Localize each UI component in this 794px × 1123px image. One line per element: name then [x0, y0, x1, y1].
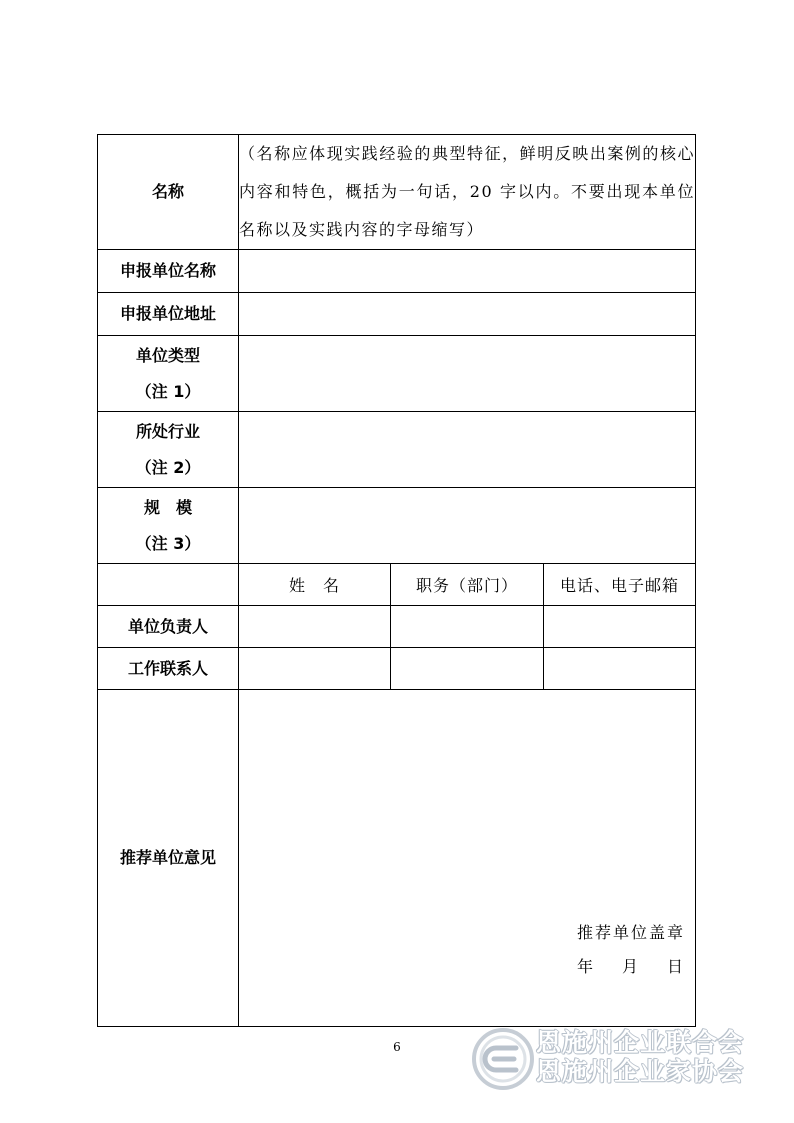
header-name: 姓 名 [239, 564, 391, 606]
application-form-table [97, 134, 696, 1027]
unit-address-field[interactable] [239, 293, 696, 336]
recommend-row [98, 690, 696, 1027]
recommend-label: 推荐单位意见 [98, 690, 239, 1027]
header-contact: 电话、电子邮箱 [544, 564, 696, 606]
industry-label: 所处行业 [135, 421, 200, 441]
association-logo-icon [470, 1026, 536, 1092]
unit-address-row [98, 293, 696, 336]
watermark-text [536, 1028, 744, 1086]
unit-name-label: 申报单位名称 [98, 250, 239, 293]
scale-note: （注 3） [135, 533, 201, 553]
stamp-label: 推荐单位盖章 [577, 923, 686, 942]
unit-head-label: 单位负责人 [98, 606, 239, 648]
work-contact-name-field[interactable] [239, 648, 391, 690]
scale-label-cell [98, 488, 239, 564]
scale-row [98, 488, 696, 564]
header-position: 职务（部门） [391, 564, 544, 606]
industry-note: （注 2） [135, 457, 201, 477]
date-row [577, 950, 685, 984]
name-hint-cell[interactable]: （名称应体现实践经验的典型特征，鲜明反映出案例的核心内容和特色，概括为一句话，20 字以内。不要出现本单位名称以及实践内容的字母缩写） [239, 135, 696, 250]
unit-type-field[interactable] [239, 336, 696, 412]
unit-address-label: 申报单位地址 [98, 293, 239, 336]
unit-head-name-field[interactable] [239, 606, 391, 648]
unit-type-row [98, 336, 696, 412]
scale-field[interactable] [239, 488, 696, 564]
work-contact-label: 工作联系人 [98, 648, 239, 690]
date-year: 年 [577, 957, 596, 976]
unit-head-position-field[interactable] [391, 606, 544, 648]
name-label: 名称 [98, 135, 239, 250]
watermark-line1: 恩施州企业联合会 [536, 1028, 745, 1057]
stamp-block [577, 916, 685, 984]
unit-type-note: （注 1） [135, 381, 201, 401]
work-contact-contact-field[interactable] [544, 648, 696, 690]
date-day: 日 [666, 957, 685, 976]
contact-header-row [98, 564, 696, 606]
watermark-line2: 恩施州企业家协会 [536, 1057, 745, 1086]
scale-label: 规 模 [143, 497, 192, 517]
industry-label-cell [98, 412, 239, 488]
unit-type-label: 单位类型 [135, 345, 200, 365]
recommend-opinion-field[interactable] [239, 690, 696, 1027]
unit-name-field[interactable] [239, 250, 696, 293]
unit-name-row [98, 250, 696, 293]
work-contact-row [98, 648, 696, 690]
industry-field[interactable] [239, 412, 696, 488]
watermark [470, 1022, 780, 1094]
date-month: 月 [622, 957, 641, 976]
industry-row [98, 412, 696, 488]
name-row [98, 135, 696, 250]
unit-head-row [98, 606, 696, 648]
unit-head-contact-field[interactable] [544, 606, 696, 648]
unit-type-label-cell [98, 336, 239, 412]
contact-header-blank [98, 564, 239, 606]
page-number: 6 [393, 1040, 401, 1054]
work-contact-position-field[interactable] [391, 648, 544, 690]
